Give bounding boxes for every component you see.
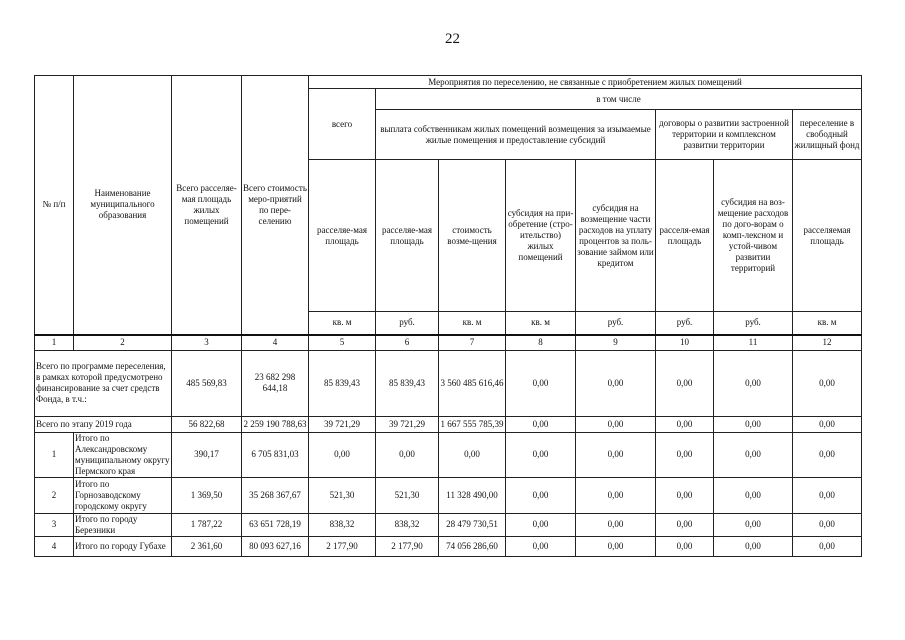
row-name: Итого по Горнозаводскому городскому округу [74, 477, 172, 513]
unit-cell: руб. [656, 312, 714, 335]
row-value: 0,00 [506, 350, 576, 416]
row-value: 0,00 [576, 350, 656, 416]
row-value: 28 479 730,51 [439, 513, 506, 536]
col-number: 1 [35, 335, 74, 351]
header-cost-total: Всего стоимость меро-приятий по пере-селению [242, 76, 309, 335]
row-value: 0,00 [793, 536, 862, 556]
row-value: 0,00 [656, 536, 714, 556]
row-value: 0,00 [656, 416, 714, 432]
row-value: 0,00 [714, 416, 793, 432]
header-vsego: всего [309, 89, 376, 160]
row-value: 11 328 490,00 [439, 477, 506, 513]
page-number: 22 [445, 31, 460, 47]
col-number: 11 [714, 335, 793, 351]
row-value: 0,00 [576, 536, 656, 556]
col-number: 5 [309, 335, 376, 351]
row-value: 56 822,68 [172, 416, 242, 432]
row-name: Всего по этапу 2019 года [35, 416, 172, 432]
header-sub-area3: расселя-емая площадь [656, 160, 714, 312]
header-sub-cost: стоимость возме-щения [439, 160, 506, 312]
unit-cell: кв. м [506, 312, 576, 335]
row-value: 0,00 [576, 513, 656, 536]
unit-cell: руб. [714, 312, 793, 335]
table-row [35, 513, 862, 536]
row-value: 1 787,22 [172, 513, 242, 536]
row-value: 838,32 [309, 513, 376, 536]
table-row [35, 432, 862, 477]
row-name: Всего по программе переселения, в рамках которой предусмотрено финансирование за счет средств Фонда, в т.ч.: [35, 350, 172, 416]
row-value: 39 721,29 [376, 416, 439, 432]
resettlement-table [34, 75, 862, 557]
row-value: 0,00 [656, 477, 714, 513]
unit-cell: руб. [376, 312, 439, 335]
row-value: 2 177,90 [376, 536, 439, 556]
row-value: 0,00 [656, 350, 714, 416]
unit-cell: кв. м [439, 312, 506, 335]
row-value: 0,00 [714, 432, 793, 477]
row-value: 23 682 298 644,18 [242, 350, 309, 416]
row-value: 838,32 [376, 513, 439, 536]
col-number: 3 [172, 335, 242, 351]
table-row [35, 416, 862, 432]
row-value: 0,00 [576, 477, 656, 513]
row-value: 0,00 [506, 416, 576, 432]
row-number: 4 [35, 536, 74, 556]
unit-cell: кв. м [309, 312, 376, 335]
header-area-total: Всего расселяе-мая площадь жилых помещений [172, 76, 242, 335]
col-number: 2 [74, 335, 172, 351]
header-free-fund-group: переселение в свободный жилищный фонд [793, 110, 862, 160]
row-value: 521,30 [376, 477, 439, 513]
table-row [35, 536, 862, 556]
unit-cell: кв. м [793, 312, 862, 335]
row-value: 1 369,50 [172, 477, 242, 513]
row-value: 2 259 190 788,63 [242, 416, 309, 432]
row-value: 0,00 [793, 432, 862, 477]
row-value: 0,00 [793, 477, 862, 513]
row-name: Итого по городу Губахе [74, 536, 172, 556]
row-value: 0,00 [714, 513, 793, 536]
row-value: 6 705 831,03 [242, 432, 309, 477]
header-group-title: Мероприятия по переселению, не связанные с приобретением жилых помещений [309, 76, 862, 89]
row-value: 485 569,83 [172, 350, 242, 416]
header-num: № п/п [35, 76, 74, 335]
col-number: 8 [506, 335, 576, 351]
header-contracts-group: договоры о развитии застроенной территории и комплексном развитии территории [656, 110, 793, 160]
table-row [35, 350, 862, 416]
row-value: 0,00 [793, 350, 862, 416]
table-row [35, 477, 862, 513]
row-name: Итого по городу Березники [74, 513, 172, 536]
row-value: 0,00 [576, 432, 656, 477]
row-value: 0,00 [506, 513, 576, 536]
row-value: 521,30 [309, 477, 376, 513]
row-value: 0,00 [656, 513, 714, 536]
header-sub-subsidy-interest: субсидия на возмещение части расходов на уплату процентов за поль-зование займом или кредитом [576, 160, 656, 312]
row-value: 2 177,90 [309, 536, 376, 556]
row-value: 390,17 [172, 432, 242, 477]
row-value: 0,00 [506, 432, 576, 477]
row-value: 0,00 [439, 432, 506, 477]
row-value: 1 667 555 785,39 [439, 416, 506, 432]
header-sub-subsidy-purchase: субсидия на при-обретение (стро-ительство) жилых помещений [506, 160, 576, 312]
row-value: 63 651 728,19 [242, 513, 309, 536]
row-value: 0,00 [376, 432, 439, 477]
header-sub-area4: расселяемая площадь [793, 160, 862, 312]
col-number: 6 [376, 335, 439, 351]
row-value: 85 839,43 [376, 350, 439, 416]
row-value: 80 093 627,16 [242, 536, 309, 556]
row-value: 3 560 485 616,46 [439, 350, 506, 416]
col-number: 4 [242, 335, 309, 351]
row-value: 0,00 [506, 536, 576, 556]
row-value: 0,00 [656, 432, 714, 477]
row-value: 39 721,29 [309, 416, 376, 432]
header-payment-group: выплата собственникам жилых помещений возмещения за изымаемые жилые помещения и предоставление субсидий [376, 110, 656, 160]
col-number: 9 [576, 335, 656, 351]
col-number: 10 [656, 335, 714, 351]
header-sub-subsidy-contracts: субсидия на воз-мещение расходов по дого-ворам о комп-лексном и устой-чивом развитии территорий [714, 160, 793, 312]
row-value: 0,00 [576, 416, 656, 432]
header-sub-area: расселяе-мая площадь [309, 160, 376, 312]
header-name: Наименование муниципального образования [74, 76, 172, 335]
row-number: 1 [35, 432, 74, 477]
row-value: 0,00 [506, 477, 576, 513]
row-value: 0,00 [793, 416, 862, 432]
row-value: 0,00 [714, 350, 793, 416]
unit-cell: руб. [576, 312, 656, 335]
row-value: 2 361,60 [172, 536, 242, 556]
row-number: 2 [35, 477, 74, 513]
col-number: 7 [439, 335, 506, 351]
row-value: 74 056 286,60 [439, 536, 506, 556]
row-value: 0,00 [309, 432, 376, 477]
row-value: 85 839,43 [309, 350, 376, 416]
row-value: 0,00 [714, 477, 793, 513]
row-value: 35 268 367,67 [242, 477, 309, 513]
header-sub-area2: расселяе-мая площадь [376, 160, 439, 312]
row-value: 0,00 [714, 536, 793, 556]
col-number: 12 [793, 335, 862, 351]
header-in-that: в том числе [376, 89, 862, 110]
row-name: Итого по Александровскому муниципальному округу Пермского края [74, 432, 172, 477]
row-number: 3 [35, 513, 74, 536]
row-value: 0,00 [793, 513, 862, 536]
